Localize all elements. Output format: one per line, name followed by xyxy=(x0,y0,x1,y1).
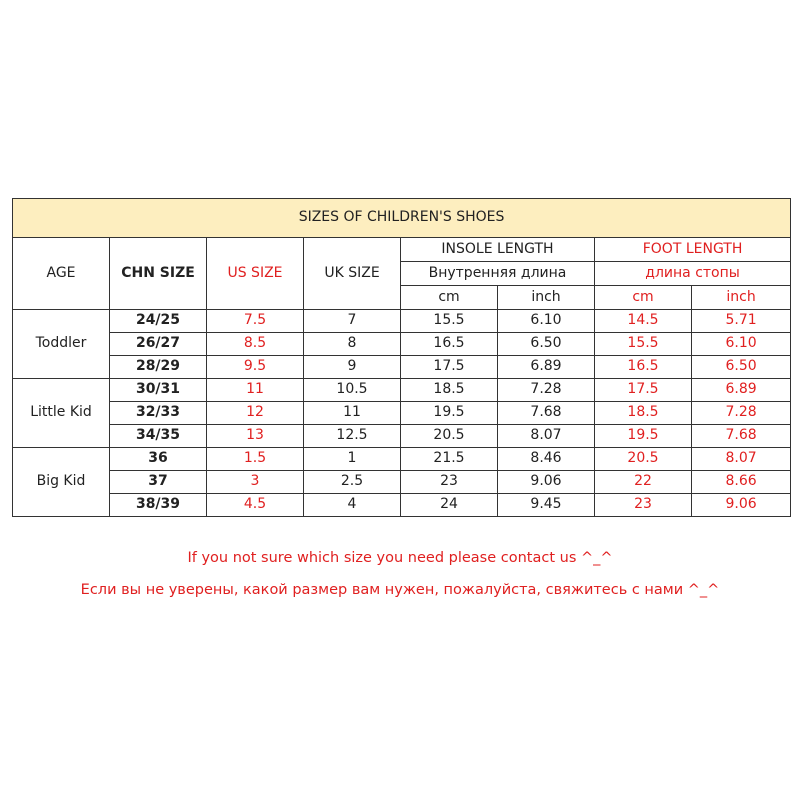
foot-cm-cell: 19.5 xyxy=(595,425,692,448)
table-row xyxy=(13,494,791,517)
table-row xyxy=(13,356,791,379)
foot-inch-cell: 8.07 xyxy=(692,448,791,471)
us-size-cell: 11 xyxy=(207,379,304,402)
foot-inch-cell: 6.10 xyxy=(692,333,791,356)
insole-cm-cell: 21.5 xyxy=(401,448,498,471)
foot-inch-cell: 6.50 xyxy=(692,356,791,379)
foot-cm-cell: 18.5 xyxy=(595,402,692,425)
us-size-cell: 3 xyxy=(207,471,304,494)
foot-length-ru-header: длина стопы xyxy=(595,262,791,286)
table-row xyxy=(13,379,791,402)
foot-inch-cell: 5.71 xyxy=(692,310,791,333)
us-size-cell: 8.5 xyxy=(207,333,304,356)
foot-inch-cell: 9.06 xyxy=(692,494,791,517)
uk-size-cell: 9 xyxy=(304,356,401,379)
foot-cm-cell: 17.5 xyxy=(595,379,692,402)
foot-inch-cell: 7.68 xyxy=(692,425,791,448)
foot-cm-cell: 15.5 xyxy=(595,333,692,356)
table-row xyxy=(13,402,791,425)
insole-inch-cell: 9.06 xyxy=(498,471,595,494)
table-title: SIZES OF CHILDREN'S SHOES xyxy=(13,199,791,238)
insole-inch-cell: 8.07 xyxy=(498,425,595,448)
chn-size-cell: 34/35 xyxy=(110,425,207,448)
uk-size-cell: 11 xyxy=(304,402,401,425)
insole-inch-cell: 6.89 xyxy=(498,356,595,379)
foot-cm-header: cm xyxy=(595,286,692,310)
chn-size-cell: 30/31 xyxy=(110,379,207,402)
insole-inch-cell: 6.50 xyxy=(498,333,595,356)
chn-size-cell: 37 xyxy=(110,471,207,494)
insole-length-ru-header: Внутренняя длина xyxy=(401,262,595,286)
us-size-cell: 13 xyxy=(207,425,304,448)
insole-inch-cell: 8.46 xyxy=(498,448,595,471)
contact-note-english: If you not sure which size you need please contact us ^_^ xyxy=(187,550,613,566)
uk-size-cell: 8 xyxy=(304,333,401,356)
foot-cm-cell: 23 xyxy=(595,494,692,517)
chn-size-cell: 26/27 xyxy=(110,333,207,356)
insole-cm-cell: 17.5 xyxy=(401,356,498,379)
table-row xyxy=(13,448,791,471)
uk-size-cell: 10.5 xyxy=(304,379,401,402)
us-size-header: US SIZE xyxy=(207,238,304,310)
insole-cm-cell: 20.5 xyxy=(401,425,498,448)
insole-inch-header: inch xyxy=(498,286,595,310)
foot-inch-cell: 6.89 xyxy=(692,379,791,402)
uk-size-cell: 4 xyxy=(304,494,401,517)
foot-cm-cell: 20.5 xyxy=(595,448,692,471)
chn-size-header: CHN SIZE xyxy=(110,238,207,310)
us-size-cell: 4.5 xyxy=(207,494,304,517)
age-group-cell: Big Kid xyxy=(13,448,110,517)
foot-inch-header: inch xyxy=(692,286,791,310)
insole-inch-cell: 6.10 xyxy=(498,310,595,333)
age-group-cell: Little Kid xyxy=(13,379,110,448)
table-row xyxy=(13,471,791,494)
insole-cm-cell: 24 xyxy=(401,494,498,517)
insole-inch-cell: 9.45 xyxy=(498,494,595,517)
us-size-cell: 9.5 xyxy=(207,356,304,379)
insole-cm-header: cm xyxy=(401,286,498,310)
insole-cm-cell: 19.5 xyxy=(401,402,498,425)
chn-size-cell: 38/39 xyxy=(110,494,207,517)
foot-cm-cell: 16.5 xyxy=(595,356,692,379)
foot-cm-cell: 14.5 xyxy=(595,310,692,333)
age-header: AGE xyxy=(13,238,110,310)
table-row xyxy=(13,425,791,448)
insole-inch-cell: 7.28 xyxy=(498,379,595,402)
insole-inch-cell: 7.68 xyxy=(498,402,595,425)
insole-cm-cell: 18.5 xyxy=(401,379,498,402)
chn-size-cell: 24/25 xyxy=(110,310,207,333)
uk-size-cell: 7 xyxy=(304,310,401,333)
insole-cm-cell: 23 xyxy=(401,471,498,494)
foot-inch-cell: 8.66 xyxy=(692,471,791,494)
chn-size-cell: 32/33 xyxy=(110,402,207,425)
uk-size-cell: 1 xyxy=(304,448,401,471)
uk-size-header: UK SIZE xyxy=(304,238,401,310)
table-row xyxy=(13,310,791,333)
us-size-cell: 7.5 xyxy=(207,310,304,333)
insole-length-header: INSOLE LENGTH xyxy=(401,238,595,262)
insole-cm-cell: 16.5 xyxy=(401,333,498,356)
foot-length-header: FOOT LENGTH xyxy=(595,238,791,262)
foot-cm-cell: 22 xyxy=(595,471,692,494)
us-size-cell: 1.5 xyxy=(207,448,304,471)
size-chart-table xyxy=(12,198,791,517)
age-group-cell: Toddler xyxy=(13,310,110,379)
chn-size-cell: 36 xyxy=(110,448,207,471)
insole-cm-cell: 15.5 xyxy=(401,310,498,333)
us-size-cell: 12 xyxy=(207,402,304,425)
table-row xyxy=(13,333,791,356)
chn-size-cell: 28/29 xyxy=(110,356,207,379)
contact-note-russian: Если вы не уверены, какой размер вам нужен, пожалуйста, свяжитесь с нами ^_^ xyxy=(80,582,720,598)
uk-size-cell: 2.5 xyxy=(304,471,401,494)
uk-size-cell: 12.5 xyxy=(304,425,401,448)
foot-inch-cell: 7.28 xyxy=(692,402,791,425)
